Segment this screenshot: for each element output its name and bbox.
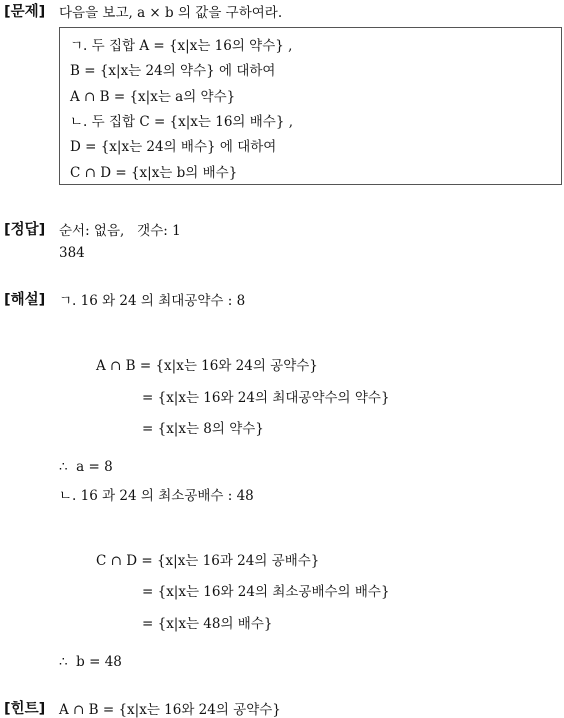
hint-text: A ∩ B = {x|x는 16와 24의 공약수}	[59, 702, 281, 718]
box-line-1: ㄱ. 두 집합 A = {x|x는 16의 약수} ,	[70, 38, 293, 54]
answer-line-1: 순서: 없음, 갯수: 1	[59, 223, 181, 239]
problem-question: 다음을 보고, a × b 의 값을 구하여라.	[59, 5, 283, 21]
box-line-5: D = {x|x는 24의 배수} 에 대하여	[70, 139, 277, 155]
explanation-part1-line-1: A ∩ B = {x|x는 16와 24의 공약수}	[96, 358, 318, 374]
explanation-part2-result: ∴ b = 48	[59, 654, 122, 670]
explanation-part1-result: ∴ a = 8	[59, 459, 113, 475]
explanation-part2-line-1: C ∩ D = {x|x는 16과 24의 공배수}	[96, 553, 320, 569]
explanation-part1-line-2: = {x|x는 16와 24의 최대공약수의 약수}	[142, 390, 390, 406]
box-line-4: ㄴ. 두 집합 C = {x|x는 16의 배수} ,	[70, 114, 294, 130]
box-line-2: B = {x|x는 24의 약수} 에 대하여	[70, 63, 276, 79]
answer-value: 384	[59, 245, 85, 261]
explanation-part2-line-2: = {x|x는 16와 24의 최소공배수의 배수}	[142, 584, 390, 600]
explanation-part1-title: ㄱ. 16 와 24 의 최대공약수 : 8	[59, 293, 246, 309]
answer-tag: [정답]	[4, 222, 46, 238]
explanation-tag: [해설]	[4, 292, 46, 308]
box-line-6: C ∩ D = {x|x는 b의 배수}	[70, 165, 238, 181]
hint-tag: [힌트]	[4, 701, 46, 717]
explanation-part1-line-3: = {x|x는 8의 약수}	[142, 421, 264, 437]
box-line-3: A ∩ B = {x|x는 a의 약수}	[70, 89, 236, 105]
explanation-part2-line-3: = {x|x는 48의 배수}	[142, 616, 273, 632]
explanation-part2-title: ㄴ. 16 과 24 의 최소공배수 : 48	[59, 488, 254, 504]
problem-tag: [문제]	[4, 4, 46, 20]
